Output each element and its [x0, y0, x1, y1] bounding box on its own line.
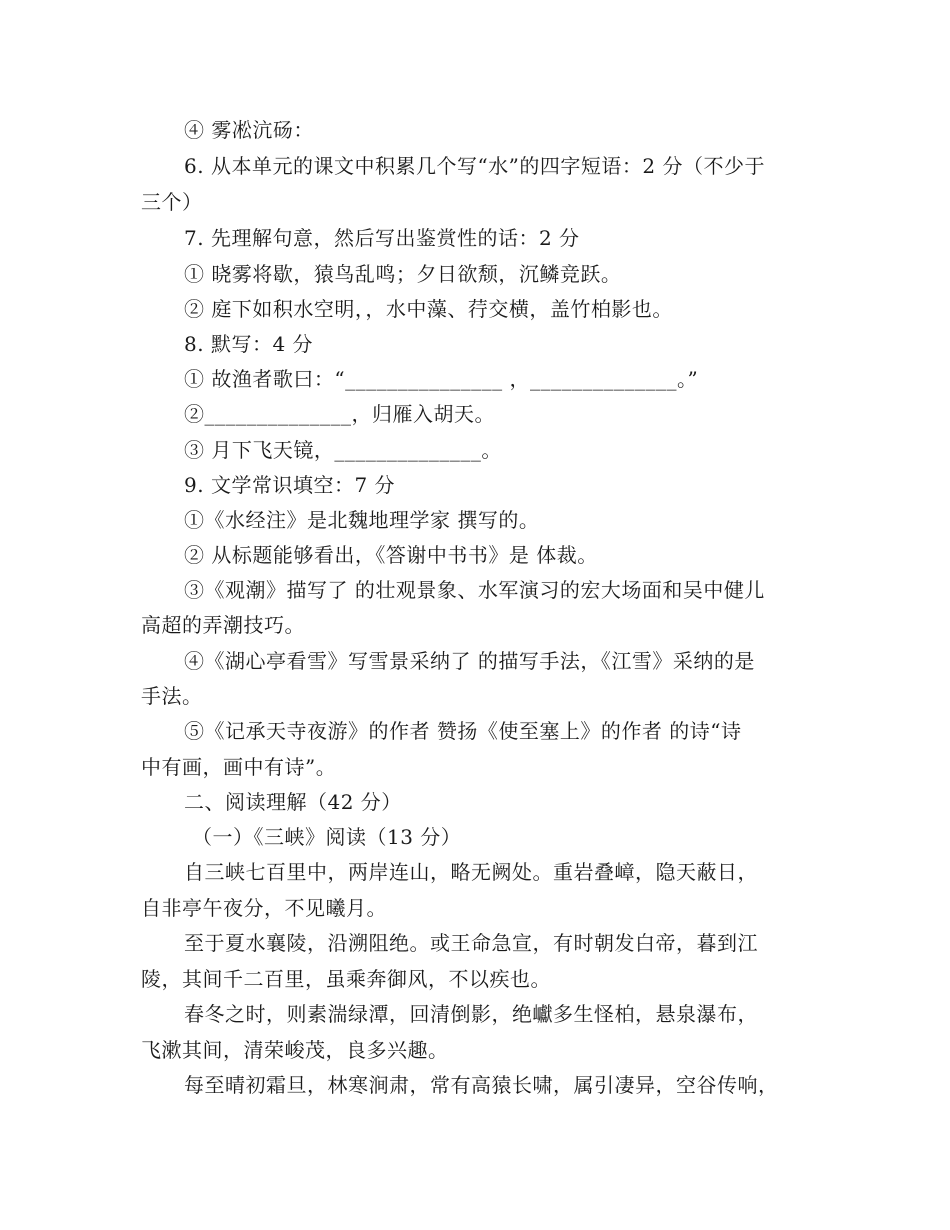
section-heading: 二、阅读理解（42 分）	[184, 790, 402, 814]
text-line: ① 晓雾将歇，猿鸟乱鸣；夕日欲颓，沉鳞竞跃。	[184, 262, 622, 286]
text-line: ② 庭下如积水空明，，水中藻、荇交横，盖竹柏影也。	[184, 297, 673, 321]
question-6: 6. 从本单元的课文中积累几个写“水”的四字短语：2 分（不少于	[184, 154, 765, 178]
text-line: ①《水经注》是北魏地理学家 撰写的。	[184, 508, 540, 532]
passage-line: 陵，其间千二百里，虽乘奔御风，不以疾也。	[141, 967, 551, 991]
passage-line: 每至晴初霜旦，林寒涧肃，常有高猿长啸，属引凄异，空谷传响，	[184, 1073, 779, 1097]
text-line: 三个）	[141, 190, 203, 214]
passage-line: 飞漱其间，清荣峻茂，良多兴趣。	[141, 1038, 449, 1062]
text-line: ③《观潮》描写了 的壮观景象、水军演习的宏大场面和吴中健儿	[184, 578, 765, 602]
question-8: 8. 默写：4 分	[184, 332, 314, 356]
passage-line: 自非亭午夜分，不见曦月。	[141, 896, 387, 920]
text-line: ① 故渔者歌曰：“_______________ ，______________。”	[184, 367, 699, 391]
text-line: 手法。	[141, 684, 203, 708]
text-line: 中有画，画中有诗”。	[141, 755, 337, 779]
question-9: 9. 文学常识填空：7 分	[184, 473, 396, 497]
text-line: ③ 月下飞天镜，______________。	[184, 438, 502, 462]
text-line: ② 从标题能够看出，《答谢中书书》是 体裁。	[184, 543, 598, 567]
passage-line: 自三峡七百里中，两岸连山，略无阙处。重岩叠嶂，隐天蔽日，	[184, 860, 758, 884]
passage-line: 春冬之时，则素湍绿潭，回清倒影，绝巘多生怪柏，悬泉瀑布，	[184, 1002, 758, 1026]
text-line: ②______________，归雁入胡天。	[184, 402, 495, 426]
subsection-heading: （一）《三峡》阅读（13 分）	[192, 825, 462, 849]
text-line: 高超的弄潮技巧。	[141, 613, 305, 637]
text-line: ⑤《记承天寺夜游》的作者 赞扬《使至塞上》的作者 的诗“诗	[184, 719, 742, 743]
question-7: 7. 先理解句意，然后写出鉴赏性的话：2 分	[184, 226, 580, 250]
text-line: ④ 雾凇沆砀：	[184, 118, 314, 142]
passage-line: 至于夏水襄陵，沿溯阻绝。或王命急宣，有时朝发白帝，暮到江	[184, 931, 758, 955]
text-line: ④《湖心亭看雪》写雪景采纳了 的描写手法，《江雪》采纳的是	[184, 649, 755, 673]
